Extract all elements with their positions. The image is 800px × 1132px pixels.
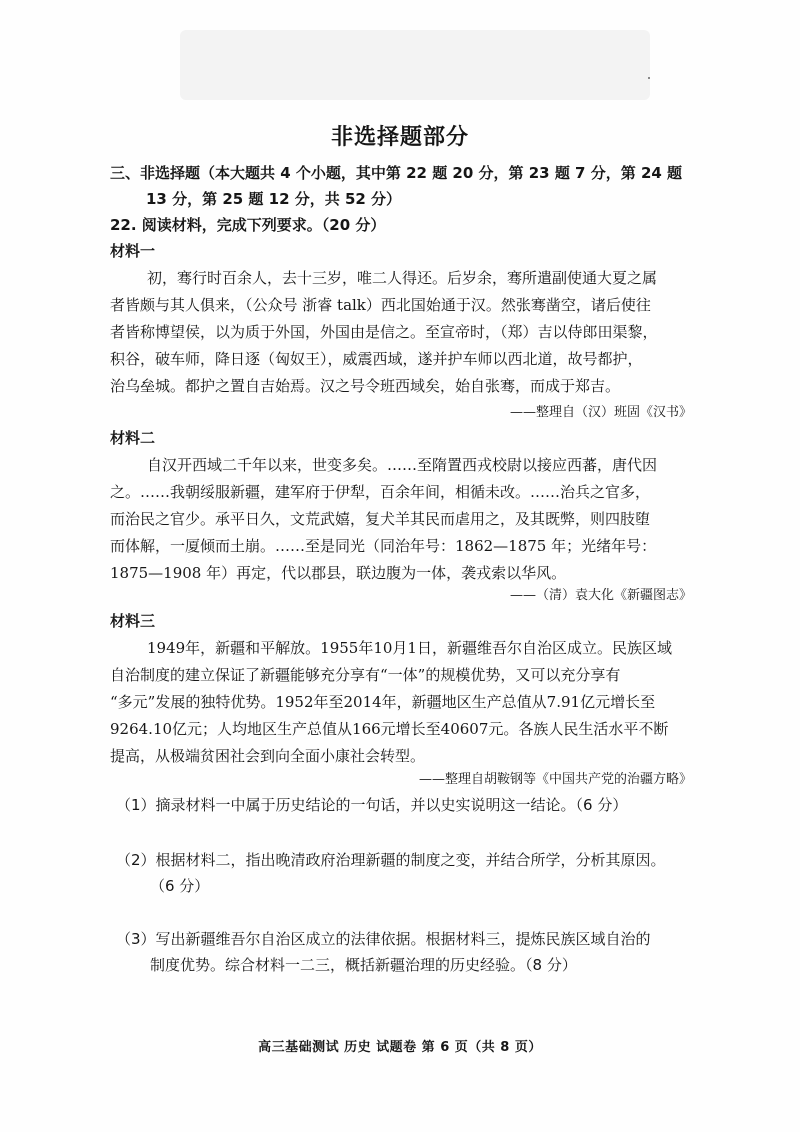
- material2-line: 1875—1908 年）再定，代以郡县，联边腹为一体，袭戎索以华风。: [110, 564, 567, 582]
- material3-source: ——整理自胡鞍钢等《中国共产党的治疆方略》: [418, 772, 692, 787]
- question-2-line2: （6 分）: [150, 877, 210, 895]
- material2-line: 而体解，一厦倾而土崩。……至是同光（同治年号：1862—1875 年；光绪年号：: [110, 537, 657, 555]
- question-2-line1: （2）根据材料二，指出晚清政府治理新疆的制度之变，并结合所学，分析其原因。: [116, 851, 666, 869]
- material2-line: 而治民之官少。承平日久，文荒武嬉，复犬羊其民而虐用之，及其既弊，则四肢堕: [110, 510, 651, 528]
- question-3-line2: 制度优势。综合材料一二三，概括新疆治理的历史经验。（8 分）: [150, 956, 577, 974]
- material1-line: 者皆颇与其人俱来，（公众号 浙睿 talk）西北国始通于汉。然张骞凿空，诸后使往: [110, 296, 651, 314]
- material3-line: 9264.10亿元；人均地区生产总值从166元增长至40607元。各族人民生活水平不断: [110, 720, 669, 738]
- question-1: （1）摘录材料一中属于历史结论的一句话，并以史实说明这一结论。（6 分）: [116, 796, 628, 814]
- material1-line: 者皆称博望侯，以为质于外国，外国由是信之。至宣帝时，（郑）吉以侍郎田渠黎，: [110, 323, 658, 341]
- material3-line: “多元”发展的独特优势。1952年至2014年，新疆地区生产总值从7.91亿元增长至: [110, 693, 656, 711]
- page-title: 非选择题部分: [330, 125, 469, 150]
- material3-line: 自治制度的建立保证了新疆能够充分享有“一体”的规模优势，又可以充分享有: [110, 666, 621, 684]
- question-3-line1: （3）写出新疆维吾尔自治区成立的法律依据。根据材料三，提炼民族区域自治的: [116, 930, 651, 948]
- material3-label: 材料三: [110, 612, 156, 630]
- material2-line: 自汉开西域二千年以来，世变多矣。……至隋置西戎校尉以接应西蕃，唐代因: [147, 456, 658, 474]
- material3-line: 提高，从极端贫困社会到向全面小康社会转型。: [110, 747, 426, 765]
- scan-artifact: [180, 30, 650, 100]
- material1-line: 初，骞行时百余人，去十三岁，唯二人得还。后岁余，骞所遣副使通大夏之属: [147, 269, 658, 287]
- material2-label: 材料二: [110, 429, 156, 447]
- section-header-line1: 三、非选择题（本大题共 4 个小题，其中第 22 题 20 分，第 23 题 7 分，第 24 题: [110, 164, 683, 182]
- question22-intro: 22. 阅读材料，完成下列要求。（20 分）: [110, 216, 386, 234]
- material2-source: ——（清）袁大化《新疆图志》: [509, 588, 692, 603]
- page-footer: 高三基础测试 历史 试题卷 第 6 页（共 8 页）: [258, 1040, 542, 1055]
- scan-dot: [648, 77, 650, 79]
- material1-label: 材料一: [110, 242, 156, 260]
- material3-line: 1949年，新疆和平解放。1955年10月1日，新疆维吾尔自治区成立。民族区域: [147, 639, 672, 657]
- material1-source: ——整理自（汉）班固《汉书》: [509, 405, 692, 420]
- material1-line: 治乌垒城。都护之置自吉始焉。汉之号令班西域矣，始自张骞，而成于郑吉。: [110, 377, 621, 395]
- section-header-line2: 13 分，第 25 题 12 分，共 52 分）: [146, 190, 402, 208]
- material2-line: 之。……我朝绥服新疆，建军府于伊犁，百余年间，相循未改。……治兵之官多，: [110, 483, 651, 501]
- material1-line: 积谷，破车师，降日逐（匈奴王），威震西域，遂并护车师以西北道，故号都护，: [110, 350, 643, 368]
